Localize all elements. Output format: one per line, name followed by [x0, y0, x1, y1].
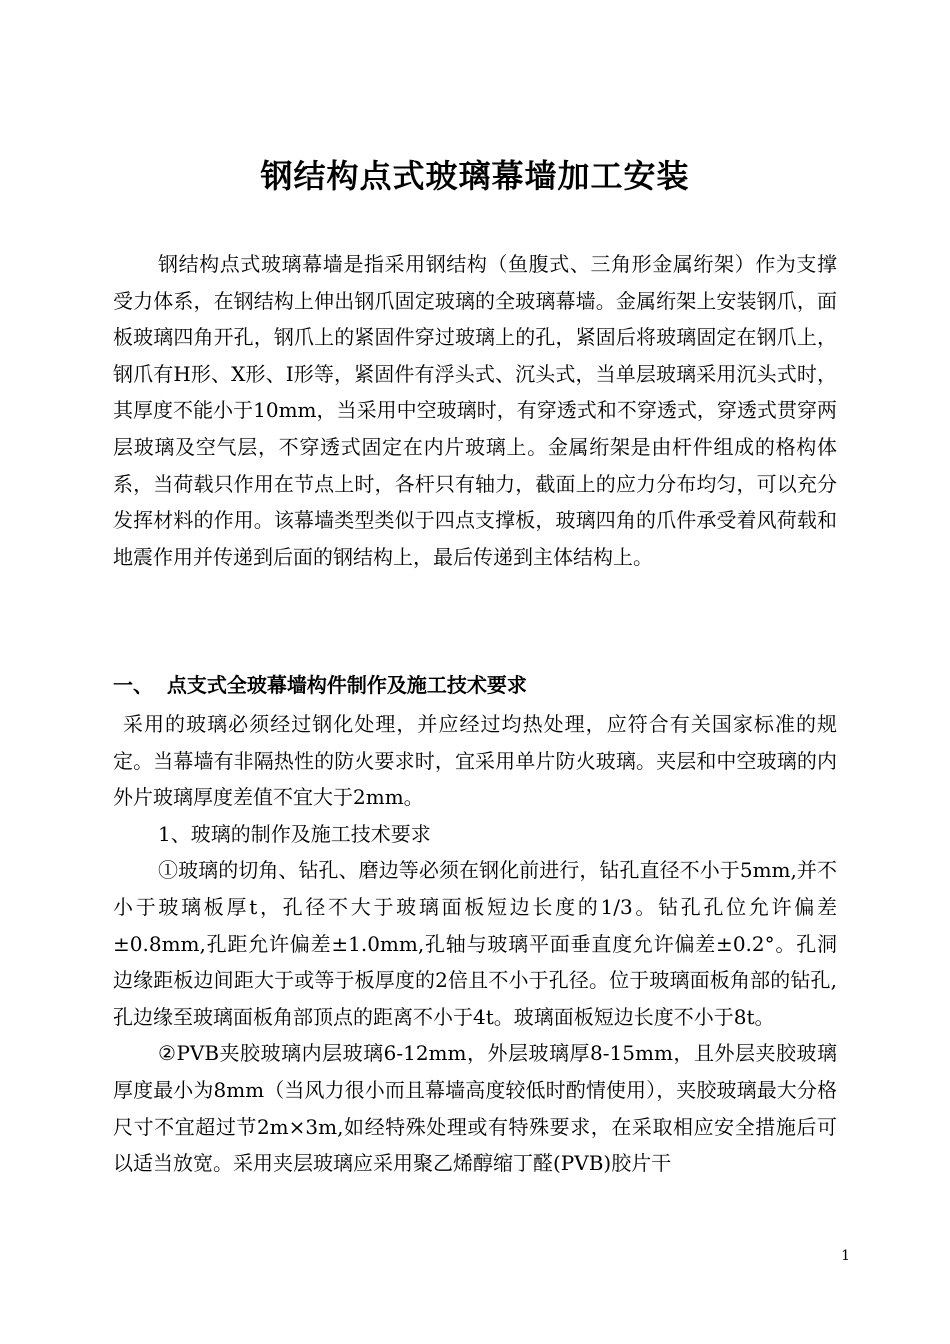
section-heading: 一、 点支式全玻幕墙构件制作及施工技术要求: [113, 673, 527, 697]
intro-section: [113, 246, 837, 575]
construction-section: [113, 664, 837, 1182]
subheading: 1、玻璃的制作及施工技术要求: [158, 821, 431, 846]
intro-paragraph: 钢结构点式玻璃幕墙是指采用钢结构（鱼腹式、三角形金属绗架）作为支撑受力体系，在钢结构上伸出钢爪固定玻璃的全玻璃幕墙。金属绗架上安装钢爪，面板玻璃四角开孔，钢爪上的紧固件穿过玻璃上的孔，紧固后将玻璃固定在钢爪上，钢爪有H形、X形、I形等，紧固件有浮头式、沉头式，当单层玻璃采用沉头式时，其厚度不能小于10mm，当采用中空玻璃时，有穿透式和不穿透式，穿透式贯穿两层玻璃及空气层，不穿透式固定在内片玻璃上。金属绗架是由杆件组成的格构体系，当荷载只作用在节点上时，各杆只有轴力，截面上的应力分布均匀，可以充分发挥材料的作用。该幕墙类型类似于四点支撑板，玻璃四角的爪件承受着风荷载和地震作用并传递到后面的钢结构上，最后传递到主体结构上。: [113, 252, 837, 569]
page-number: 1: [841, 1248, 850, 1264]
section-paragraph: 采用的玻璃必须经过钢化处理，并应经过均热处理，应符合有关国家标准的规定。当幕墙有非隔热性的防火要求时，宜采用单片防火玻璃。夹层和中空玻璃的内外片玻璃厚度差值不宜大于2mm。: [113, 712, 837, 810]
requirement-item-1: ①玻璃的切角、钻孔、磨边等必须在钢化前进行，钻孔直径不小于5mm,并不小于玻璃板厚t，孔径不大于玻璃面板短边长度的1/3。钻孔孔位允许偏差±0.8mm,孔距允许偏差±1.0mm,孔轴与玻璃平面垂直度允许偏差±0.2°。孔洞边缘距板边间距大于或等于板厚度的2倍且不小于孔径。位于玻璃面板角部的钻孔,孔边缘至玻璃面板角部顶点的距离不小于4t。玻璃面板短边长度不小于8t。: [113, 858, 837, 1029]
requirement-item-2: ②PVB夹胶玻璃内层玻璃6-12mm，外层玻璃厚8-15mm，且外层夹胶玻璃厚度最小为8mm（当风力很小而且幕墙高度较低时酌情使用），夹胶玻璃最大分格尺寸不宜超过节2m×3m,如经特殊处理或有特殊要求，在采取相应安全措施后可以适当放宽。采用夹层玻璃应采用聚乙烯醇缩丁醛(PVB)胶片干: [113, 1041, 837, 1176]
document-title: 钢结构点式玻璃幕墙加工安装: [260, 157, 690, 195]
